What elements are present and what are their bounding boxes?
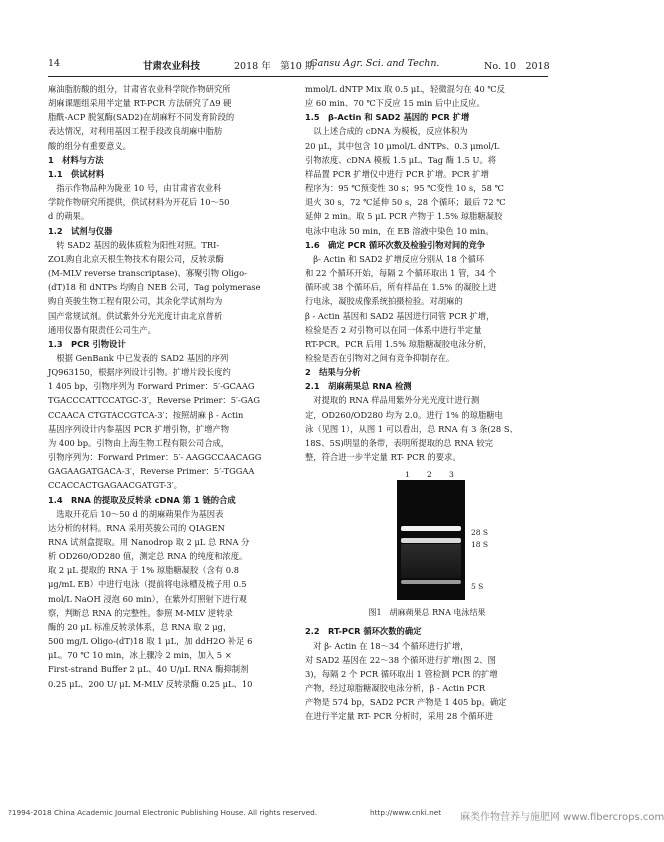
text-line: JQ963150，根据序列设计引物。扩增片段长度约 bbox=[48, 367, 231, 378]
text-line: CCACCACTGAGAACGATGT-3′。 bbox=[48, 480, 182, 491]
text-line: 学院作物研究所提供，供试材料为开花后 10～50 bbox=[48, 197, 230, 208]
text-line: 循环或 38 个循环后，所有样品在 1.5% 的凝胶上进 bbox=[305, 282, 497, 293]
text-line: 500 mg/L Oligo-(dT)18 取 1 μL，加 ddH2O 补足 6 bbox=[48, 636, 253, 647]
gel-band-label: 18 S bbox=[471, 540, 489, 550]
text-line: 行电泳，凝胶成像系统拍摄检验。对胡麻的 bbox=[305, 296, 463, 307]
text-line: TGACCCATTCCATGC-3′，Reverse Primer：5′-GAG bbox=[48, 395, 260, 406]
text-line: RT-PCR。PCR 后用 1.5% 琼脂糖凝胶电泳分析， bbox=[305, 338, 492, 349]
text-line: CCAACA CTGTACCGTCA-3′；按照胡麻 β - Actin bbox=[48, 409, 244, 420]
section-heading: 1.1 供试材料 bbox=[48, 168, 105, 179]
section-heading: 1.4 RNA 的提取及反转录 cDNA 第 1 链的合成 bbox=[48, 494, 236, 505]
text-line: 检验是否在引物对之间有竞争抑制存在。 bbox=[305, 352, 455, 363]
watermark: 麻类作物营养与施肥网 www.fibercrops.com bbox=[460, 812, 664, 823]
text-line: RNA 试剂盒提取。用 Nanodrop 取 2 μL 总 RNA 分 bbox=[48, 537, 250, 547]
text-line: 酸的组分有重要意义。 bbox=[48, 140, 131, 151]
figure-1 bbox=[305, 466, 549, 606]
text-line: 析 OD260/OD280 值，测定总 RNA 的纯度和浓度。 bbox=[48, 551, 248, 562]
section-heading: 2 结果与分析 bbox=[305, 367, 361, 378]
text-line: 根据 GenBank 中已发表的 SAD2 基因的序列 bbox=[48, 352, 229, 363]
text-line: 引物浓度、cDNA 模板 1.5 μL、Tag 酶 1.5 U。将 bbox=[305, 154, 497, 165]
gel-lane-label: 2 bbox=[427, 470, 432, 480]
text-line: ZOL购自北京天根生物技术有限公司，反转录酶 bbox=[48, 253, 224, 264]
text-line: 麻油脂肪酸的组分，甘肃省农业科学院作物研究所 bbox=[48, 84, 231, 94]
text-line: 基因序列设计内参基因 PCR 扩增引物，扩增产物 bbox=[48, 423, 230, 434]
text-line: 3)，每隔 2 个 PCR 循环取出 1 管检测 PCR 的扩增 bbox=[305, 668, 498, 679]
text-line: 指示作物品种为陇亚 10 号，由甘肃省农业科 bbox=[48, 183, 222, 194]
journal-title-cn: 甘肃农业科技 bbox=[143, 61, 201, 72]
gel-lane-label: 1 bbox=[405, 470, 410, 480]
issue-en: No. 10 2018 bbox=[484, 61, 550, 72]
text-line: μL。70 ℃ 10 min，冰上骤冷 2 min，加入 5 × bbox=[48, 650, 232, 661]
text-line: 退火 30 s，72 ℃延伸 50 s，28 个循环；最后 72 ℃ bbox=[305, 197, 506, 208]
text-line: 泳（见图 1），从图 1 可以看出，总 RNA 有 3 条(28 S、 bbox=[305, 423, 518, 434]
text-line: 国产常规试剂。供试紫外分光光度计由北京普析 bbox=[48, 310, 223, 321]
gel-band-label: 28 S bbox=[471, 528, 489, 538]
text-line: 引物序列为：Forward Primer：5′- AAGGCCAACAGG bbox=[48, 452, 262, 463]
text-line: 表达情况，对利用基因工程手段改良胡麻中脂肪 bbox=[48, 126, 223, 137]
text-line: 1 405 bp，引物序列为 Forward Primer：5′-GCAAG bbox=[48, 381, 255, 392]
year-issue-cn: 2018 年 第10 期 bbox=[234, 61, 315, 72]
text-line: 对提取的 RNA 样品用紫外分光光度计进行测 bbox=[305, 395, 480, 406]
text-line: 转 SAD2 基因的载体质粒为阳性对照。TRI- bbox=[48, 239, 220, 250]
section-heading: 2.1 胡麻蒴果总 RNA 检测 bbox=[305, 381, 412, 392]
gel-image bbox=[397, 480, 465, 600]
gel-band-label: 5 S bbox=[471, 582, 484, 592]
text-line: 18S、5S)明显的条带，表明所提取的总 RNA 较完 bbox=[305, 437, 493, 448]
text-line: 以上述合成的 cDNA 为模板，反应体积为 bbox=[305, 126, 468, 137]
text-line: d 的蒴果。 bbox=[48, 211, 90, 222]
header-rule bbox=[48, 76, 548, 77]
text-line: 检验是否 2 对引物可以在同一体系中进行半定量 bbox=[305, 324, 482, 335]
section-heading: 2.2 RT-PCR 循环次数的确定 bbox=[305, 626, 422, 637]
text-line: 定，OD260/OD280 均为 2.0。进行 1% 的琼脂糖电 bbox=[305, 409, 503, 420]
text-line: 对 β- Actin 在 18～34 个循环进行扩增， bbox=[305, 640, 469, 651]
footer-url[interactable]: http://www.cnki.net bbox=[370, 808, 442, 817]
text-line: 产物是 574 bp，SAD2 PCR 产物是 1 405 bp。确定 bbox=[305, 697, 507, 708]
page-number: 14 bbox=[48, 58, 61, 69]
right-column-top bbox=[305, 82, 549, 464]
text-line: mol/L NaOH 浸泡 60 min），在紫外灯照射下进行观 bbox=[48, 593, 248, 604]
text-line: 为 400 bp。引物由上海生物工程有限公司合成， bbox=[48, 437, 230, 448]
text-line: 在进行半定量 RT- PCR 分析时，采用 28 个循环进 bbox=[305, 711, 494, 722]
section-heading: 1.3 PCR 引物设计 bbox=[48, 338, 126, 349]
text-line: 察，判断总 RNA 的完整性。参照 M-MLV 逆转录 bbox=[48, 607, 233, 618]
right-column-bottom bbox=[305, 624, 549, 723]
text-line: 延伸 2 min。取 5 μL PCR 产物于 1.5% 琼脂糖凝胶 bbox=[305, 211, 503, 222]
text-line: 达分析的材料。RNA 采用英骏公司的 QIAGEN bbox=[48, 522, 225, 533]
left-column bbox=[48, 82, 292, 691]
figure-1-caption: 图1 胡麻蒴果总 RNA 电泳结果 bbox=[368, 608, 486, 618]
text-line: 酶的 20 μL 标准反转录体系，总 RNA 取 2 μg， bbox=[48, 621, 232, 632]
text-line: 胡麻课题组采用半定量 RT-PCR 方法研究了Δ9 硬 bbox=[48, 98, 232, 109]
text-line: 通用仪器有限责任公司生产。 bbox=[48, 324, 156, 335]
text-line: GAGAAGATGACA-3′，Reverse Primer：5′-TGGAA bbox=[48, 466, 255, 477]
gel-band-28s bbox=[401, 526, 461, 531]
journal-title-en: Gansu Agr. Sci. and Techn. bbox=[310, 58, 440, 69]
text-line: (M-MLV reverse transcriptase)、寡聚引物 Oligo- bbox=[48, 268, 247, 279]
text-line: 对 SAD2 基因在 22～38 个循环进行扩增(图 2、图 bbox=[305, 654, 496, 665]
gel-smear bbox=[401, 544, 461, 578]
text-line: 电泳中电泳 50 min，在 EB 溶液中染色 10 min。 bbox=[305, 225, 494, 236]
text-line: (dT)18 和 dNTPs 均购自 NEB 公司，Tag polymerase bbox=[48, 282, 261, 293]
text-line: β - Actin 基因和 SAD2 基因进行同管 PCR 扩增， bbox=[305, 310, 495, 321]
text-line: 程序为：95 ℃预变性 30 s；95 ℃变性 10 s，58 ℃ bbox=[305, 183, 504, 194]
text-line: 产物，经过琼脂糖凝胶电泳分析，β - Actin PCR bbox=[305, 683, 486, 693]
text-line: β- Actin 和 SAD2 扩增反应分别从 18 个循环 bbox=[305, 253, 485, 264]
text-line: 选取开花后 10～50 d 的胡麻蒴果作为基因表 bbox=[48, 508, 224, 519]
text-line: 应 60 min、70 ℃下反应 15 min 后中止反应。 bbox=[305, 98, 485, 109]
copyright-notice: ?1994-2018 China Academic Journal Electronic Publishing House. All rights reserved. bbox=[8, 808, 318, 817]
section-heading: 1.6 确定 PCR 循环次数及检验引物对间的竞争 bbox=[305, 239, 486, 250]
running-header bbox=[48, 58, 548, 72]
text-line: 脂酰-ACP 脱氢酶(SAD2)在胡麻籽不同发育阶段的 bbox=[48, 112, 235, 123]
section-heading: 1.5 β-Actin 和 SAD2 基因的 PCR 扩增 bbox=[305, 112, 470, 123]
text-line: 20 μL，其中包含 10 μmol/L dNTPs、0.3 μmol/L bbox=[305, 140, 500, 151]
right-column bbox=[305, 82, 549, 723]
gel-band-5s bbox=[401, 580, 461, 584]
text-line: 0.25 μL、200 U/ μL M-MLV 反转录酶 0.25 μL、10 bbox=[48, 678, 253, 689]
text-line: First-strand Buffer 2 μL、40 U/μL RNA 酶抑制剂 bbox=[48, 664, 249, 675]
text-line: 样品置 PCR 扩增仪中进行 PCR 扩增。PCR 扩增 bbox=[305, 168, 489, 179]
gel-lane-label: 3 bbox=[449, 470, 454, 480]
section-heading: 1 材料与方法 bbox=[48, 154, 104, 165]
gel-lane-numbers bbox=[393, 468, 473, 478]
text-line: 取 2 μL 提取的 RNA 于 1% 琼脂糖凝胶（含有 0.8 bbox=[48, 565, 239, 576]
gel-band-18s bbox=[401, 538, 461, 543]
section-heading: 1.2 试剂与仪器 bbox=[48, 225, 113, 236]
text-line: 购自英骏生物工程有限公司，其余化学试剂均为 bbox=[48, 296, 223, 307]
text-line: 和 22 个循环开始，每隔 2 个循环取出 1 管，34 个 bbox=[305, 268, 497, 279]
text-line: mmol/L dNTP Mix 取 0.5 μL，轻微混匀在 40 ℃反 bbox=[305, 84, 505, 94]
text-line: 整，符合进一步半定量 RT- PCR 的要求。 bbox=[305, 452, 461, 463]
text-line: μg/mL EB）中进行电泳（提前将电泳槽及梳子用 0.5 bbox=[48, 579, 247, 590]
